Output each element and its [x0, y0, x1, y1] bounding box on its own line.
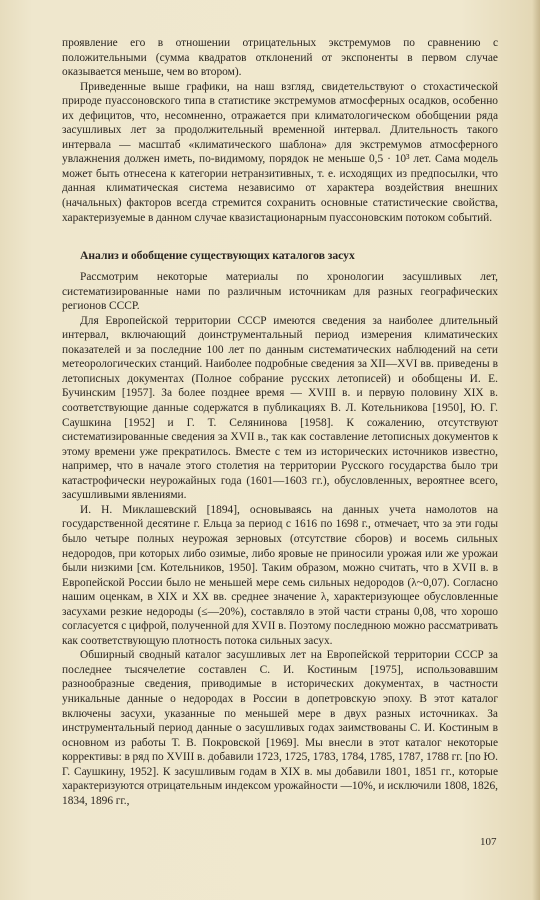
- paragraph: Приведенные выше графики, на наш взгляд, свидетельствуют о стохастической природе пуассоновского типа в статистике экстремумов атмосферных осадков, особенно их дефицитов, что, несомненно, отражается при климатологическом обобщении ряда засушливых лет за продолжительный временной интервал. Длительность такого интервала — масштаб «климатического шаблона» для экстремумов атмосферного увлажнения должен иметь, по-видимому, порядок не меньше 0,5 · 10³ лет. Сама модель может быть отнесена к категории нетранзитивных, т. е. исходящих из предпосылки, что данная климатическая система независимо от характера воздействия внешних (начальных) факторов всегда стремится сохранить основные статистические свойства, характеризуемые в данном случае квазистационарным пуассоновским потоком событий.: [62, 80, 498, 224]
- page-edge-shadow: [532, 0, 540, 900]
- page-body: [62, 36, 498, 808]
- page-number: 107: [480, 836, 497, 848]
- paragraph: Рассмотрим некоторые материалы по хронологии засушливых лет, систематизированные нами по различным источникам для разных географических регионов СССР.: [62, 271, 498, 313]
- paragraph: И. Н. Миклашевский [1894], основываясь на данных учета намолотов на государственной десятине г. Ельца за период с 1616 по 1698 г., отмечает, что за эти годы было четыре полных неурожая зерновых (отсутствие сборов) и восемь сильных недородов, при которых либо озимые, либо яровые не приносили урожая или же урожаи были низкими [см. Котельников, 1950]. Таким образом, можно считать, что в XVII в. в Европейской России было не меньшей мере семь сильных недородов (λ~0,07). Согласно нашим оценкам, в XIX и XX вв. среднее значение λ, характеризующее обусловленные засухами резкие недороды (≤—20%), составляло в этой части страны 0,08, что хорошо согласуется с цифрой, полученной для XVII в. Поэтому последнюю можно рассматривать как соответствующую плотность потока сильных засух.: [62, 503, 498, 647]
- paragraph: Для Европейской территории СССР имеются сведения за наиболее длительный интервал, включающий доинструментальный период измерения климатических показателей и за последние 100 лет по данным систематических наблюдений на сети метеорологических станций. Наиболее подробные сведения за XII—XVI вв. приведены в летописных документах (Полное собрание русских летописей) и обобщены И. Е. Бучинским [1957]. За более позднее время — XVIII в. и первую половину XIX в. соответствующие данные содержатся в публикациях В. Л. Котельникова [1950], Ю. Г. Саушкина [1952] и Г. Т. Селянинова [1958]. К сожалению, отсутствуют систематизированные сведения за XVII в., так как составление летописных документов к этому времени уже прекратилось. Вместе с тем из исторических источников известно, например, что в начале этого столетия на территории Русского государства было три катастрофически неурожайных года (1601—1603 гг.), обусловленных, вероятнее всего, засушливыми явлениями.: [62, 314, 498, 502]
- section-heading: Анализ и обобщение существующих каталогов засух: [80, 249, 355, 263]
- paragraph-continued: проявление его в отношении отрицательных экстремумов по сравнению с положительными (сумма квадратов отклонений от экспоненты в первом случае оказывается меньше, чем во втором).: [62, 37, 498, 79]
- paragraph: Обширный сводный каталог засушливых лет на Европейской территории СССР за последнее тысячелетие составлен С. И. Костиным [1975], использовавшим разнообразные сведения, приводимые в исторических документах, в частности уникальные данные о недородах в России в допетровскую эпоху. В этот каталог включены засухи, указанные по меньшей мере в двух разных источниках. За инструментальный период данные о засушливых годах заимствованы С. И. Костиным в основном из работы Т. В. Покровской [1969]. Мы внесли в этот каталог некоторые коррективы: в ряд по XVIII в. добавили 1723, 1725, 1783, 1784, 1785, 1787, 1788 гг. [по Ю. Г. Саушкину, 1952]. К засушливым годам в XIX в. мы добавили 1801, 1851 гг., которые характеризуются отрицательным индексом урожайности —10%, и исключили 1808, 1826, 1834, 1896 гг.,: [62, 649, 498, 807]
